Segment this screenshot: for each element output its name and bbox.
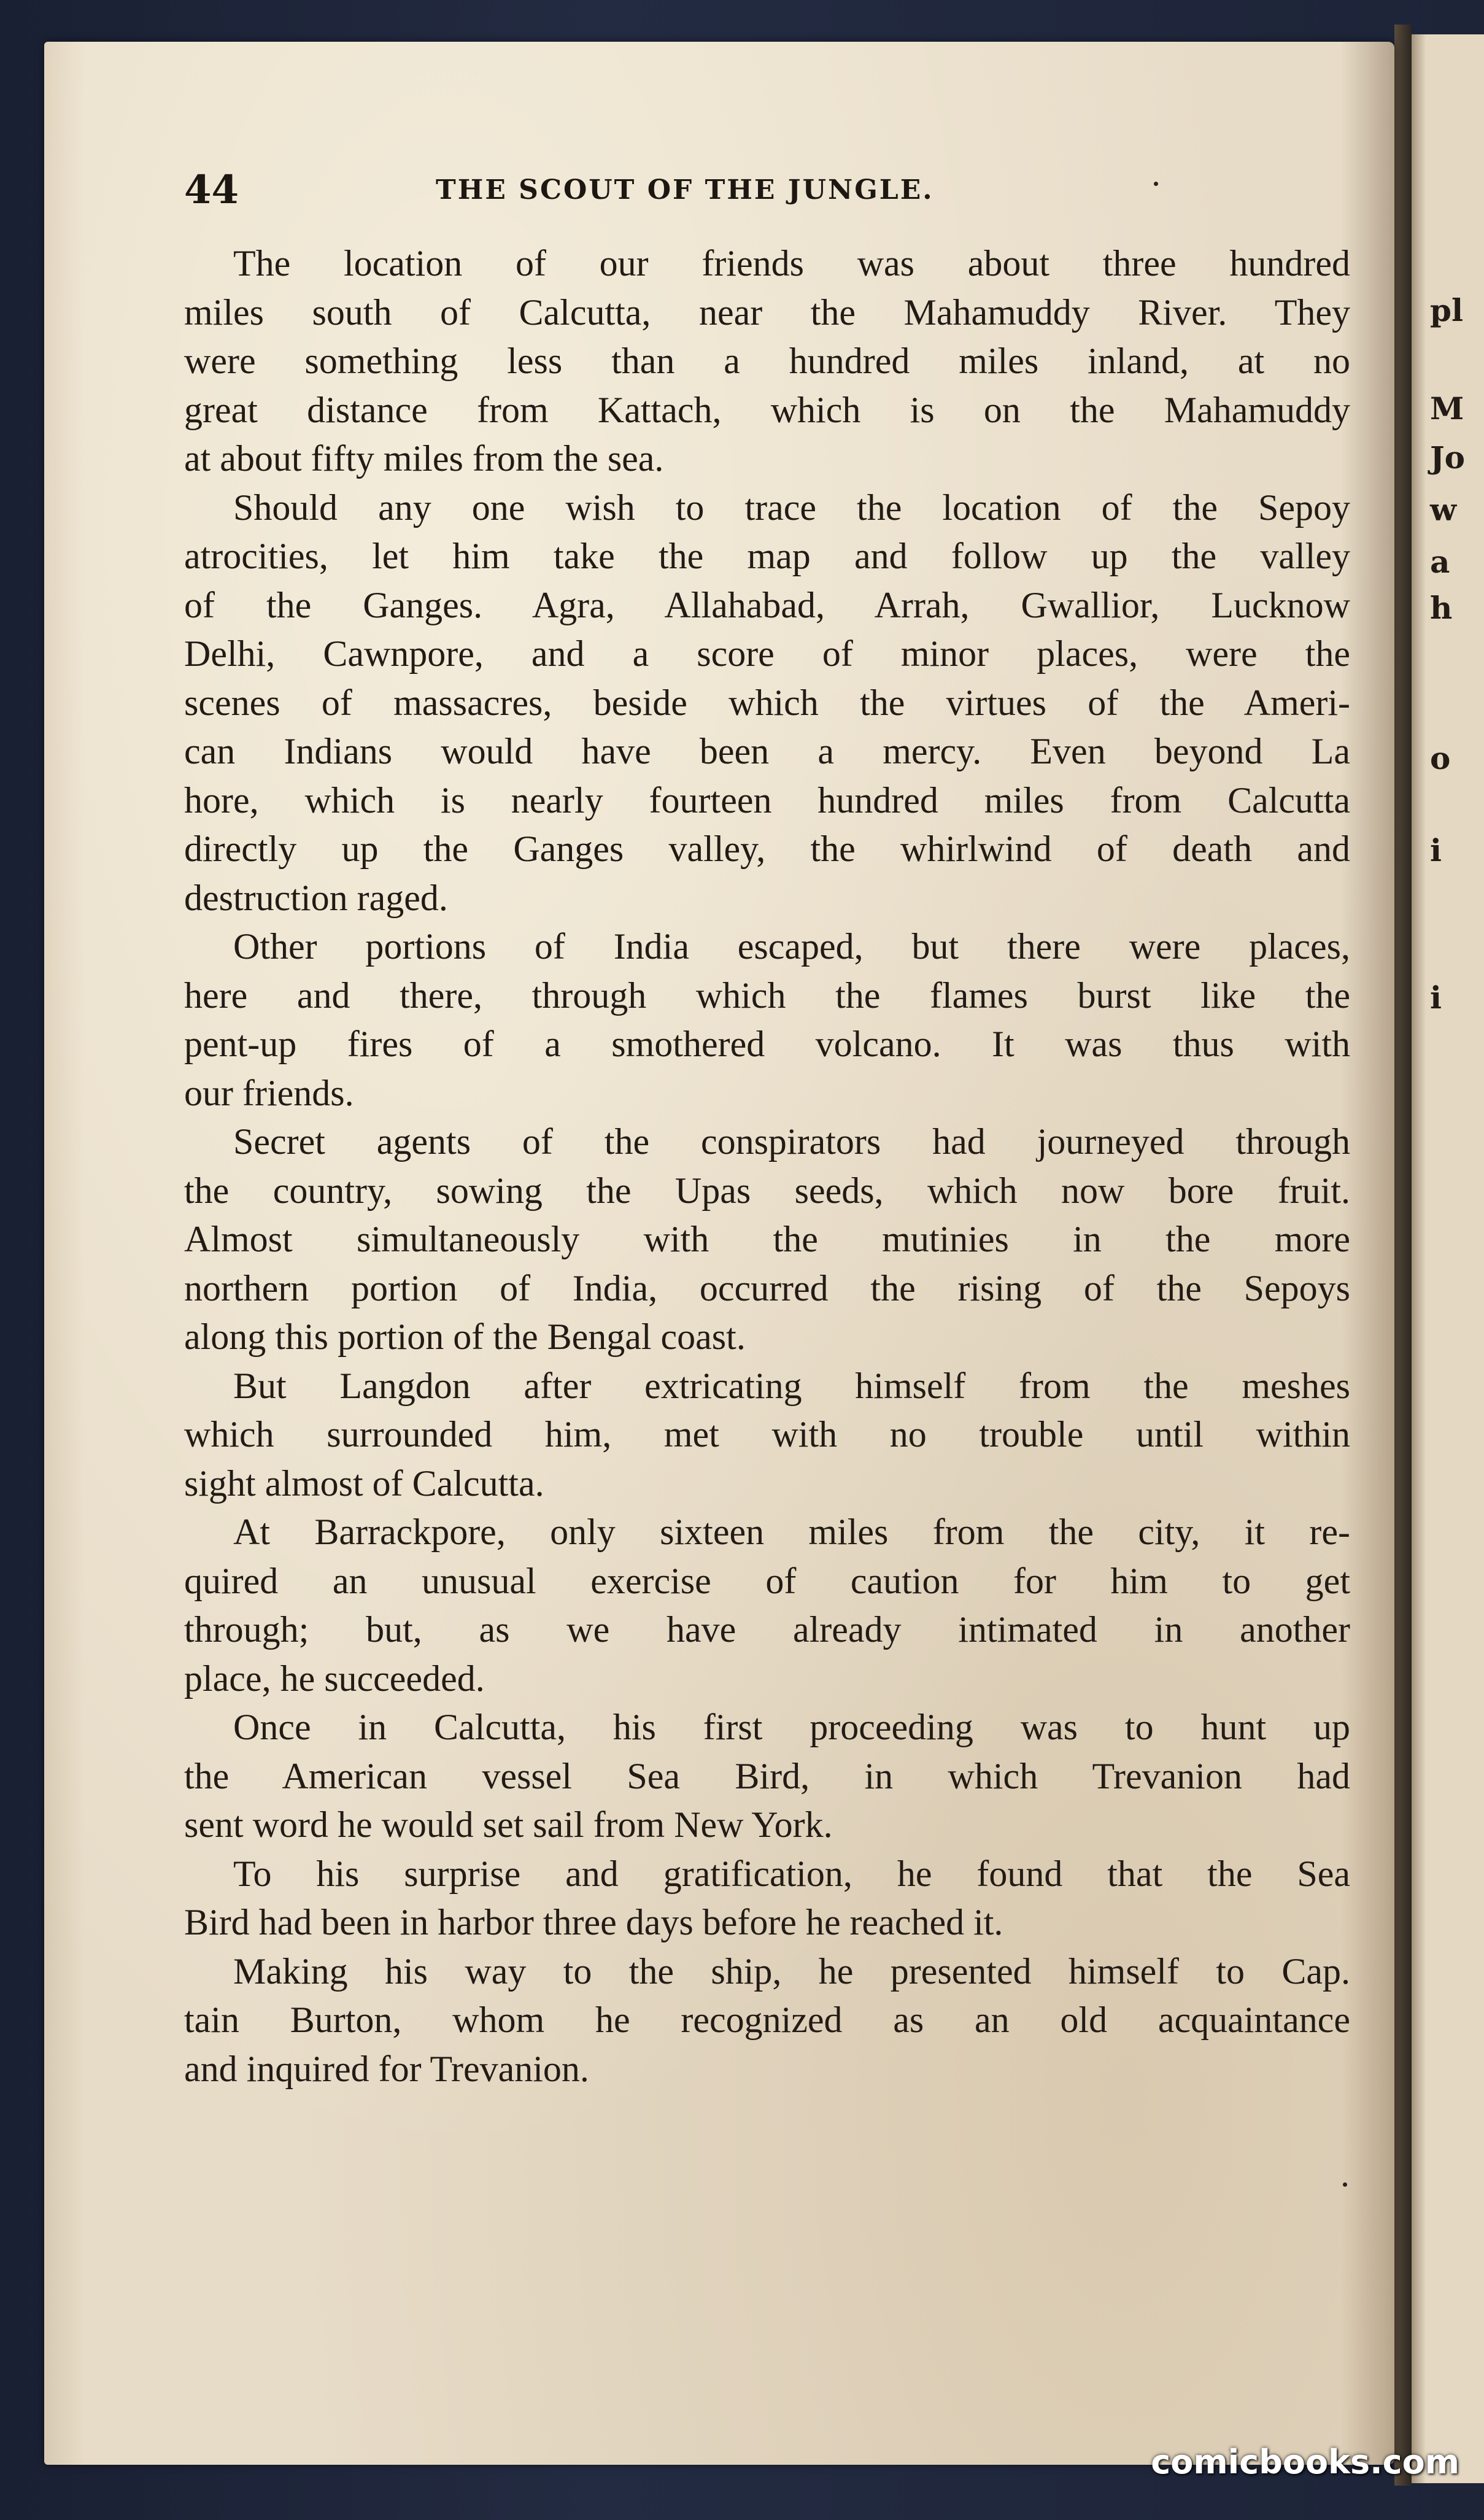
paragraph	[184, 484, 1350, 923]
paragraph	[184, 1947, 1350, 2094]
text-line: directly up the Ganges valley, the whirlwind of death and	[184, 829, 1350, 869]
ink-speck	[1343, 2182, 1347, 2187]
paragraph	[184, 1703, 1350, 1850]
text-line: pent-up fires of a smothered volcano. It was thus with	[184, 1024, 1350, 1064]
facing-page-fragment: a	[1430, 544, 1450, 580]
text-line: great distance from Kattach, which is on the Mahamuddy	[184, 389, 1350, 430]
ink-speck	[1154, 182, 1158, 186]
text-line: The location of our friends was about three hundred	[233, 243, 1350, 284]
text-line: place, he succeeded.	[184, 1658, 485, 1699]
text-line: the American vessel Sea Bird, in which Trevanion had	[184, 1755, 1350, 1796]
text-line: were something less than a hundred miles inland, at no	[184, 341, 1350, 381]
text-line: miles south of Calcutta, near the Mahamuddy River. They	[184, 292, 1350, 333]
text-line: through; but, as we have already intimated in another	[184, 1609, 1350, 1650]
text-line: Other portions of India escaped, but there were places,	[233, 926, 1350, 967]
text-line: at about fifty miles from the sea.	[184, 438, 664, 479]
text-line: can Indians would have been a mercy. Even beyond La	[184, 731, 1350, 771]
facing-page	[1412, 34, 1484, 2483]
text-line: Delhi, Cawnpore, and a score of minor places, were the	[184, 633, 1350, 674]
paragraph	[184, 1118, 1350, 1362]
paragraph	[184, 239, 1350, 484]
watermark: comicbooks.com	[1151, 2443, 1459, 2481]
text-line: sent word he would set sail from New York.	[184, 1804, 833, 1845]
text-line: Bird had been in harbor three days before he reached it.	[184, 1902, 1003, 1942]
text-line: sight almost of Calcutta.	[184, 1463, 544, 1504]
text-line: tain Burton, whom he recognized as an old acquaintance	[184, 2000, 1350, 2040]
text-line: quired an unusual exercise of caution for him to get	[184, 1560, 1350, 1601]
text-line: here and there, through which the flames burst like the	[184, 975, 1350, 1016]
text-line: Secret agents of the conspirators had journeyed through	[233, 1121, 1350, 1162]
text-line: which surrounded him, met with no trouble until within	[184, 1414, 1350, 1455]
text-line: northern portion of India, occurred the rising of the Sepoys	[184, 1267, 1350, 1308]
facing-page-fragment: M	[1430, 390, 1464, 427]
text-line: But Langdon after extricating himself from the meshes	[233, 1365, 1350, 1406]
facing-page-fragment: i	[1430, 832, 1442, 868]
text-line: and inquired for Trevanion.	[184, 2048, 589, 2089]
facing-page-fragment: o	[1430, 740, 1451, 776]
text-line: destruction raged.	[184, 877, 448, 918]
text-line: Almost simultaneously with the mutinies in the more	[184, 1219, 1350, 1259]
text-line: scenes of massacres, beside which the virtues of the Ameri-	[184, 682, 1350, 723]
paragraph	[184, 1508, 1350, 1703]
facing-page-fragment: pl	[1430, 292, 1463, 328]
text-line: To his surprise and gratification, he found that the Sea	[233, 1853, 1350, 1894]
facing-page-fragment: Jo	[1430, 439, 1466, 476]
text-line: our friends.	[184, 1072, 354, 1113]
facing-page-fragment: w	[1430, 492, 1457, 528]
text-line: of the Ganges. Agra, Allahabad, Arrah, Gwallior, Lucknow	[184, 584, 1350, 625]
facing-page-fragment: i	[1430, 980, 1442, 1016]
paragraph	[184, 922, 1350, 1118]
text-line: atrocities, let him take the map and follow up the valley	[184, 536, 1350, 576]
text-line: Once in Calcutta, his first proceeding was to hunt up	[233, 1707, 1350, 1747]
book-spine	[1394, 25, 1412, 2486]
facing-page-fragment: h	[1430, 590, 1453, 626]
paragraph	[184, 1850, 1350, 1947]
text-line: Should any one wish to trace the location of the Sepoy	[233, 487, 1350, 528]
paragraph	[184, 1362, 1350, 1509]
page-header	[184, 167, 1350, 216]
text-line: along this portion of the Bengal coast.	[184, 1316, 746, 1357]
page-number: 44	[184, 167, 239, 213]
text-line: the country, sowing the Upas seeds, which now bore fruit.	[184, 1170, 1350, 1211]
text-line: Making his way to the ship, he presented himself to Cap.	[233, 1950, 1350, 1992]
body-text	[184, 239, 1350, 2093]
running-title: THE SCOUT OF THE JUNGLE.	[436, 174, 934, 206]
text-line: At Barrackpore, only sixteen miles from the city, it re-	[233, 1512, 1350, 1552]
text-line: hore, which is nearly fourteen hundred miles from Calcutta	[184, 779, 1350, 821]
